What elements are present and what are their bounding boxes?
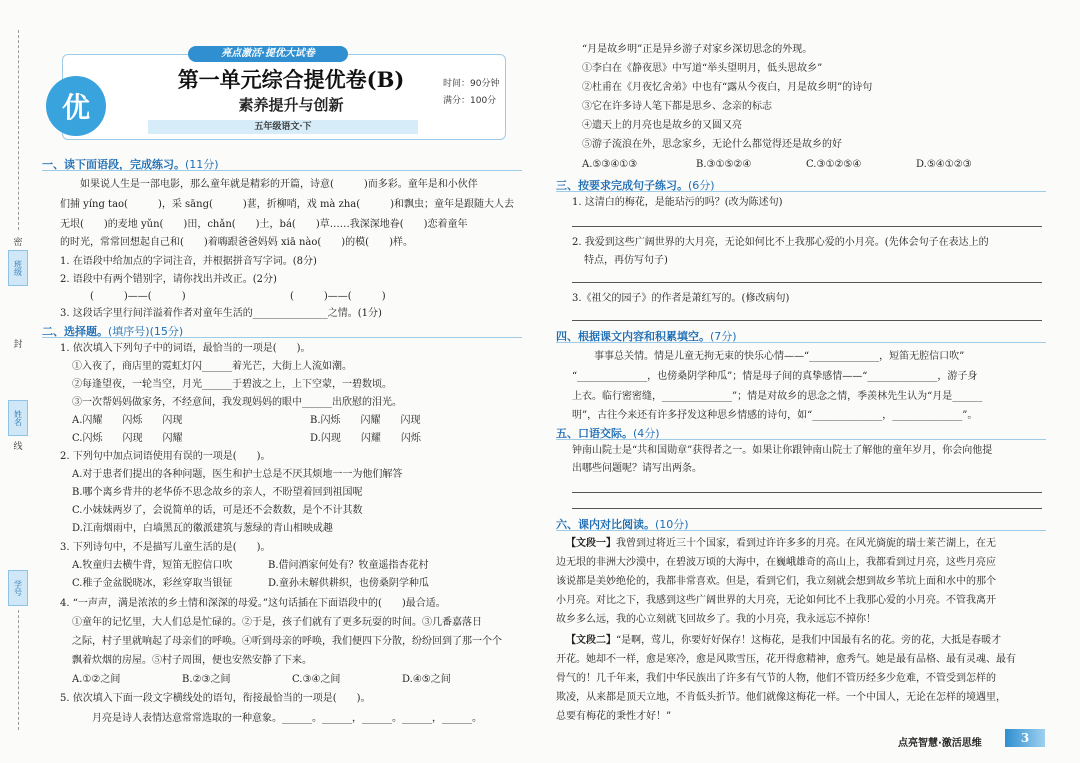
option-c[interactable]: C.闪烁 闪现 闪耀 — [72, 433, 183, 444]
passage-line: 如果说人生是一部电影，那么童年就是精彩的开篇，诗意( )而多彩。童年是和小伙伴 — [80, 179, 478, 190]
option-a[interactable]: A.牧童归去横牛背，短笛无腔信口吹 — [72, 560, 233, 571]
passage-line: 边无垠的非洲大沙漠中，在碧波万顷的大海中，在巍峨雄奇的高山上，我都看到过月亮，这些月亮应 — [556, 557, 996, 568]
passage-line: 故乡多么远，我的心立刻就飞回故乡了。我的小月亮，我永远忘不掉你！ — [556, 614, 876, 625]
answer-line[interactable] — [572, 226, 1042, 227]
fill-line[interactable]: 上衣。临行密密缝，______________”；情是对故乡的思念之情，季羡林先生认为“月是______ — [572, 391, 983, 402]
answer-line[interactable] — [572, 492, 1042, 493]
option-b[interactable]: B.哪个离乡背井的老华侨不思念故乡的亲人，不盼望着回到祖国呢 — [72, 487, 363, 498]
answer-blank[interactable]: ( )——( ) — [90, 291, 186, 302]
passage-line: 小月亮。对比之下，我感到这些广阔世界的大月亮，无论如何比不上我那心爱的小月亮。不管我离开 — [556, 595, 996, 606]
question-3-2: 2. 我爱到这些广阔世界的大月亮，无论如何比不上我那心爱的小月亮。(先体会句子在表达上的 — [572, 237, 989, 248]
name-tag: 姓名 — [8, 400, 28, 436]
section-2-title: 二、选择题。(填序号)(15分) — [42, 325, 184, 338]
section-rule — [556, 342, 1046, 343]
option-c[interactable]: C.稚子金盆脱晓冰，彩丝穿取当银钲 — [72, 578, 233, 589]
sentence-item: ②杜甫在《月夜忆舍弟》中也有“露从今夜白，月是故乡明”的诗句 — [582, 82, 873, 93]
seal-char: 密 — [13, 238, 23, 248]
sentence-line: ②每逢望夜，一轮当空，月光______于碧波之上，上下空蒙，一碧数顷。 — [72, 379, 392, 390]
passage-line: 飘着炊烟的房屋。⑤村子周围，便也安然安静了下来。 — [72, 655, 312, 666]
passage-line: ①童年的记忆里，大人们总是忙碌的。②于是，孩子们就有了更多玩耍的时间。③几番嘉落日 — [72, 617, 482, 628]
option-d[interactable]: D.童孙未解供耕织，也傍桑阴学种瓜 — [268, 578, 429, 589]
section-rule — [556, 191, 1046, 192]
badge-icon: 优 — [46, 76, 106, 136]
question-3-2-cont: 特点，再仿写句子) — [584, 255, 668, 266]
cut-line — [18, 30, 19, 230]
passage-line: 总要有梅花的秉性才好！” — [556, 711, 672, 722]
exam-header — [38, 46, 516, 142]
grade-label: 五年级语文·下 — [148, 120, 418, 134]
answer-line[interactable] — [572, 282, 1042, 283]
question-3-3: 3.《祖父的园子》的作者是萧红写的。(修改病句) — [572, 293, 790, 304]
page-number: 3 — [1005, 729, 1045, 747]
sentence-item: ③它在许多诗人笔下都是思乡、念亲的标志 — [582, 101, 772, 112]
section-4-title: 四、根据课文内容和积累填空。(7分) — [556, 330, 737, 343]
option-a[interactable]: A.⑤③④①③ — [582, 159, 638, 170]
passage-line: 欺凌，从来都是顶天立地，不肯低头折节。他们就像这梅花一样。一个中国人，无论在怎样的境遇里， — [556, 692, 1006, 703]
option-d[interactable]: D.⑤④①②③ — [916, 159, 972, 170]
question-2-3: 3. 下列诗句中，不是描写儿童生活的是( )。 — [60, 542, 271, 553]
question-2-1: 1. 依次填入下列句子中的词语，最恰当的一项是( )。 — [60, 343, 311, 354]
option-d[interactable]: D.④⑤之间 — [402, 674, 451, 685]
option-b[interactable]: B.闪烁 闪耀 闪现 — [310, 415, 421, 426]
question-3-1: 1. 这清白的梅花，是能玷污的吗？(改为陈述句) — [572, 197, 783, 208]
sentence-item: ④遗天上的月亮也是故乡的又圆又亮 — [582, 120, 742, 131]
passage-line: 开花。她却不一样，愈是寒冷，愈是风欺雪压，花开得愈精神，愈秀气。她是最有品格、最有灵魂、最有 — [556, 654, 1016, 665]
page-subtitle: 素养提升与创新 — [238, 96, 344, 114]
section-rule — [556, 530, 1046, 531]
option-a[interactable]: A.对于患者们提出的各种问题，医生和护士总是不厌其烦地一一为他们解答 — [72, 469, 403, 480]
question-2-5: 5. 依次填入下面一段文字横线处的语句，衔接最恰当的一项是( )。 — [60, 693, 371, 704]
passage-line: 之际，村子里就响起了母亲们的呼唤。④听到母亲的呼唤，我们便四下分散，纷纷回到了那一个个 — [72, 636, 502, 647]
sentence-line: ①入夜了，商店里的霓虹灯闪______着光芒，大街上人流如潮。 — [72, 361, 352, 372]
series-ribbon: 亮点激活·提优大试卷 — [188, 46, 348, 62]
question-1-3: 3. 这段话字里行间洋溢着作者对童年生活的_______________之情。(1分) — [60, 308, 382, 319]
section-1-title: 一、读下面语段，完成练习。(11分) — [42, 158, 219, 171]
question-5: 钟南山院士是“共和国勋章”获得者之一。如果让你跟钟南山院士了解他的童年岁月，你会向他提 — [572, 445, 993, 456]
section-5-title: 五、口语交际。(4分) — [556, 427, 660, 440]
option-b[interactable]: B.③①⑤②④ — [696, 159, 752, 170]
fill-line[interactable]: 事事总关情。情是儿童无拘无束的快乐心情——“______________，短笛无腔信口吹” — [594, 351, 965, 362]
sentence-line: ③一次帮妈妈做家务，不经意间，我发现妈妈的眼中______出欣慰的泪光。 — [72, 397, 402, 408]
footer-brand: 点亮智慧·激活思维 — [898, 738, 982, 749]
passage-line: “月是故乡明”正是异乡游子对家乡深切思念的外现。 — [582, 44, 813, 55]
passage-line: 无垠( )的麦地 yǔn( )田，chǎn( )土，bá( )草……我深深地眷( )恋着童年 — [60, 219, 468, 230]
section-rule — [42, 337, 522, 338]
reading-passage-2: 【文段二】“是啊，莺儿，你要好好保存！这梅花，是我们中国最有名的花。旁的花，大抵是春暖才 — [566, 635, 1002, 646]
section-3-title: 三、按要求完成句子练习。(6分) — [556, 179, 715, 192]
seal-char: 线 — [13, 442, 23, 452]
option-a[interactable]: A.闪耀 闪烁 闪现 — [72, 415, 183, 426]
passage-line: 骨气的！几千年来，我们中华民族出了许多有气节的人物，他们不管历经多少危难，不管受到怎样的 — [556, 673, 996, 684]
question-1-1: 1. 在语段中给加点的字词注音，并根据拼音写字词。(8分) — [60, 256, 317, 267]
option-d[interactable]: D.江南烟雨中，白墙黑瓦的徽派建筑与葱绿的青山相映成趣 — [72, 523, 333, 534]
section-6-title: 六、课内对比阅读。(10分) — [556, 518, 689, 531]
question-2-4: 4. “一声声，满是浓浓的乡土情和深深的母爱。”这句话插在下面语段中的( )最合适。 — [60, 598, 446, 609]
option-d[interactable]: D.闪现 闪耀 闪烁 — [310, 433, 421, 444]
passage-line: 们捕 yíng tao( )，采 sāng( )葚，折柳哨，戏 mà zha( )和飘虫；童年是跟随大人去 — [60, 199, 515, 210]
seal-char: 封 — [13, 340, 23, 350]
time-limit: 时间：90分钟 — [443, 79, 500, 89]
class-tag: 班级 — [8, 250, 28, 286]
exam-meta — [443, 76, 499, 110]
binding-margin — [8, 30, 30, 730]
option-b[interactable]: B.②③之间 — [182, 674, 231, 685]
passage-line: 月亮是诗人表情达意常常选取的一种意象。______。______，______。______，______。 — [92, 713, 482, 724]
option-a[interactable]: A.①②之间 — [72, 674, 121, 685]
question-2-2: 2. 下列句中加点词语使用有误的一项是( )。 — [60, 451, 271, 462]
sentence-item: ①李白在《静夜思》中写道“举头望明月，低头思故乡” — [582, 63, 823, 74]
cut-line — [18, 610, 19, 730]
question-1-2: 2. 语段中有两个错别字，请你找出并改正。(2分) — [60, 274, 277, 285]
section-rule — [42, 170, 522, 171]
id-tag: 学号 — [8, 570, 28, 606]
passage-line: 该说都是美妙绝伦的，我都非常喜欢。但是，看到它们，我立刻就会想到故乡苇坑上面和水中的那个 — [556, 576, 996, 587]
section-rule — [556, 439, 1046, 440]
option-b[interactable]: B.借问酒家何处有？牧童遥指杏花村 — [268, 560, 429, 571]
option-c[interactable]: C.③④之间 — [292, 674, 341, 685]
full-score: 满分：100分 — [443, 96, 497, 106]
sentence-item: ⑤游子流浪在外，思念家乡，无论什么都觉得还是故乡的好 — [582, 139, 842, 150]
question-5-cont: 出哪些问题呢？请写出两条。 — [572, 463, 702, 474]
fill-line[interactable]: “______________，也傍桑阴学种瓜”；情是母子间的真挚感情——“______________，游子身 — [572, 371, 978, 382]
fill-line[interactable]: 明”，古往今来还有许多抒发这种思乡情感的诗句，如“______________，______________”。 — [572, 410, 978, 421]
page-title: 第一单元综合提优卷(B) — [177, 67, 405, 92]
option-c[interactable]: C.小妹妹两岁了，会说简单的话，可是还不会数数，是个不计其数 — [72, 505, 363, 516]
option-c[interactable]: C.③①②⑤④ — [806, 159, 862, 170]
answer-line[interactable] — [572, 320, 1042, 321]
passage-line: 的时光，常常回想起自己和( )着嗨跟爸爸妈妈 xiā nào( )的模( )样。 — [60, 237, 413, 248]
reading-passage-1: 【文段一】我曾到过将近三十个国家，看到过许许多多的月亮。在风光旖旎的瑞士莱芒湖上，在无 — [566, 538, 996, 549]
answer-line[interactable] — [572, 508, 1042, 509]
answer-blank[interactable]: ( )——( ) — [290, 291, 386, 302]
